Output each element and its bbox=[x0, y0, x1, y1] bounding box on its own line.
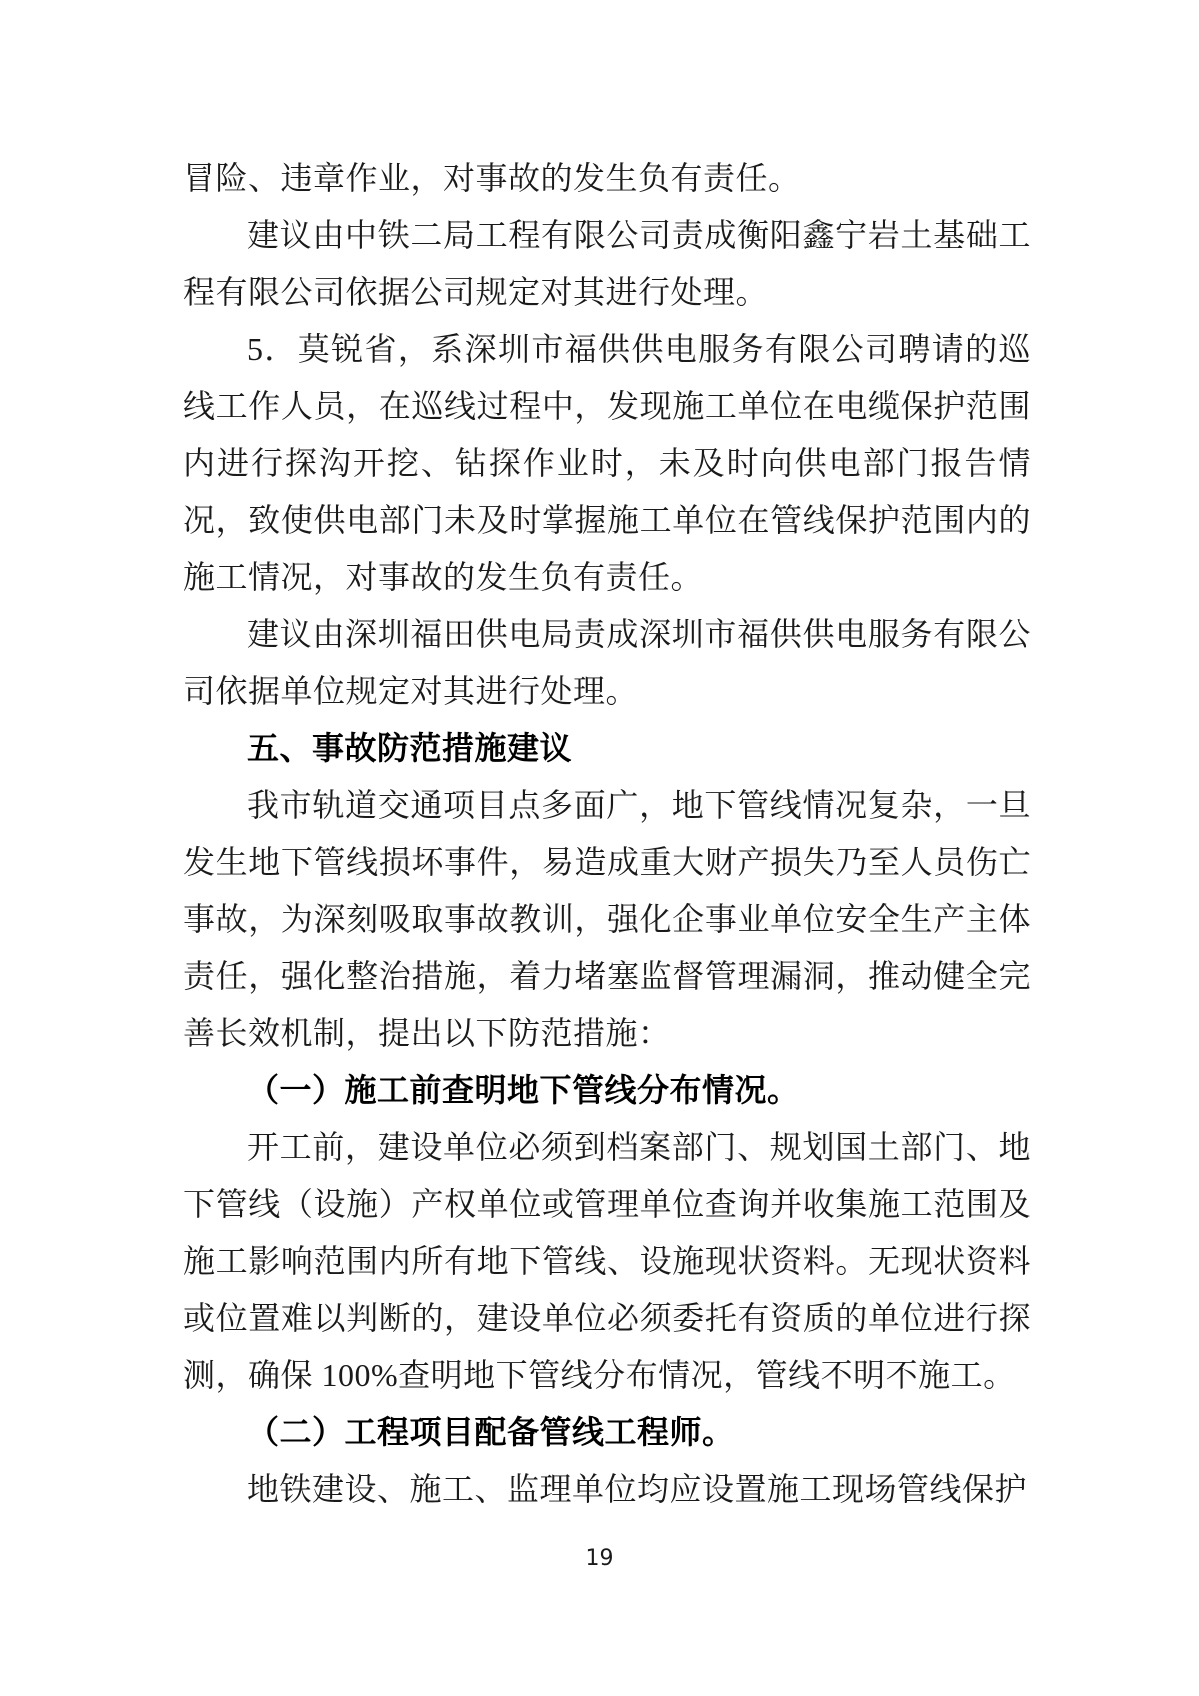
document-body bbox=[183, 150, 1031, 1518]
page-footer bbox=[0, 1545, 1199, 1573]
section-heading-five-prevention-measures: 五、事故防范措施建议 bbox=[247, 730, 573, 766]
subsection-heading-one-survey-pipelines: （一）施工前查明地下管线分布情况。 bbox=[247, 1072, 800, 1108]
paragraph-recommendation-zhongtie: 建议由中铁二局工程有限公司责成衡阳鑫宁岩土基础工程有限公司依据公司规定对其进行处理。 bbox=[183, 217, 1031, 310]
paragraph-survey-requirements: 开工前，建设单位必须到档案部门、规划国土部门、地下管线（设施）产权单位或管理单位查询并收集施工范围及施工影响范围内所有地下管线、设施现状资料。无现状资料或位置难以判断的，建设单位必须委托有资质的单位进行探测，确保 100%查明地下管线分布情况，管线不明不施工。 bbox=[183, 1129, 1031, 1393]
paragraph-continued: 冒险、违章作业，对事故的发生负有责任。 bbox=[183, 160, 801, 196]
paragraph-prevention-intro: 我市轨道交通项目点多面广，地下管线情况复杂，一旦发生地下管线损坏事件，易造成重大财产损失乃至人员伤亡事故，为深刻吸取事故教训，强化企事业单位安全生产主体责任，强化整治措施，着力堵塞监督管理漏洞，推动健全完善长效机制，提出以下防范措施： bbox=[183, 787, 1031, 1051]
page-number: 19 bbox=[585, 1546, 614, 1571]
paragraph-person-5-responsibility: 5．莫锐省，系深圳市福供供电服务有限公司聘请的巡线工作人员，在巡线过程中，发现施工单位在电缆保护范围内进行探沟开挖、钻探作业时，未及时向供电部门报告情况，致使供电部门未及时掌握施工单位在管线保护范围内的施工情况，对事故的发生负有责任。 bbox=[183, 331, 1031, 595]
paragraph-pipeline-engineer-start: 地铁建设、施工、监理单位均应设置施工现场管线保护 bbox=[247, 1471, 1028, 1507]
paragraph-recommendation-futian: 建议由深圳福田供电局责成深圳市福供供电服务有限公司依据单位规定对其进行处理。 bbox=[183, 616, 1031, 709]
subsection-heading-two-pipeline-engineer: （二）工程项目配备管线工程师。 bbox=[247, 1414, 735, 1450]
